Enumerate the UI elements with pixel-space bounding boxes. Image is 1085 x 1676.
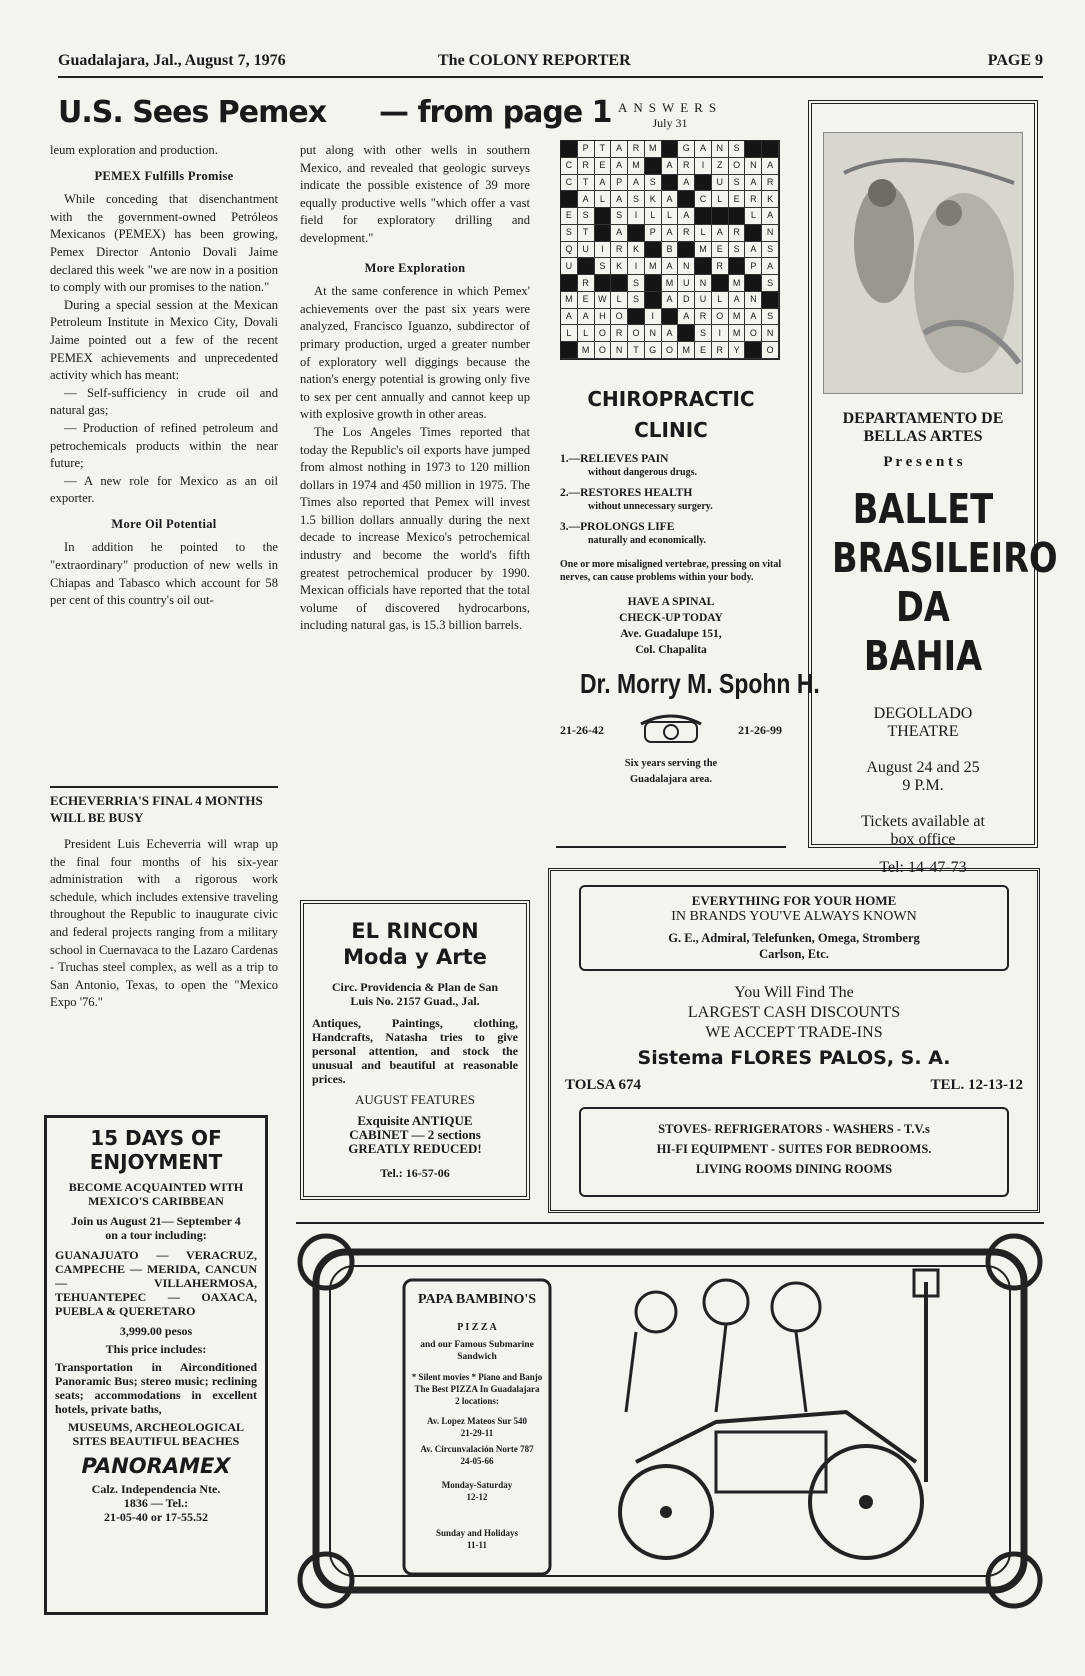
tour-address: Calz. Independencia Nte. 1836 — Tel.: 21-05-40 or 17-55.52 (91, 1482, 221, 1524)
crossword-cell: E (729, 191, 746, 208)
crossword-cell: R (578, 275, 595, 292)
crossword-black-cell (645, 158, 662, 175)
telephone-icon (637, 710, 705, 750)
crossword-cell: S (762, 275, 779, 292)
article-column-1 (50, 142, 278, 610)
tour-intro: BECOME ACQUAINTED WITH MEXICO'S CARIBBEAN (68, 1180, 244, 1208)
benefit-item: 3.—PROLONGS LIFE naturally and economically. (560, 521, 707, 546)
crossword-cell: R (695, 309, 712, 326)
crossword-cell: M (729, 275, 746, 292)
crossword-cell: M (561, 292, 578, 309)
crossword-cell: U (712, 175, 729, 192)
store-name: Sistema FLORES PALOS, S. A. (637, 1047, 951, 1069)
crossword-black-cell (745, 225, 762, 242)
crossword-black-cell (561, 275, 578, 292)
ad-note: One or more misaligned vertebrae, pressing on vital nerves, can cause problems within your body. (560, 559, 782, 583)
crossword-cell: U (578, 242, 595, 259)
crossword-cell: I (628, 258, 645, 275)
store-address: TOLSA 674 (565, 1077, 642, 1093)
crossword-cell: S (628, 275, 645, 292)
crossword-black-cell (662, 175, 679, 192)
crossword-cell: S (762, 309, 779, 326)
venue: DEGOLLADO THEATRE (873, 705, 973, 740)
products-box: STOVES- REFRIGERATORS - WASHERS - T.V.s HI-FI EQUIPMENT - SUITES FOR BEDROOMS. LIVING ROOMS DINING ROOMS (579, 1107, 1009, 1197)
crossword-black-cell (729, 258, 746, 275)
crossword-cell: T (628, 342, 645, 359)
crossword-cell: I (595, 242, 612, 259)
crossword-cell: N (712, 141, 729, 158)
tour-includes: This price includes: (105, 1342, 207, 1356)
papa-bambino-ad (296, 1232, 1044, 1610)
crossword-cell: O (762, 342, 779, 359)
crossword-black-cell (645, 275, 662, 292)
echeverria-body (50, 836, 278, 1012)
crossword-cell: I (695, 158, 712, 175)
crossword-black-cell (712, 275, 729, 292)
crossword-cell: S (762, 242, 779, 259)
crossword-cell: N (745, 292, 762, 309)
crossword-cell: S (595, 258, 612, 275)
crossword-cell: R (628, 141, 645, 158)
crossword-cell: R (712, 258, 729, 275)
crossword-cell: A (762, 258, 779, 275)
crossword-cell: O (712, 309, 729, 326)
crossword-black-cell (595, 225, 612, 242)
crossword-cell: A (611, 225, 628, 242)
tour-price: 3,999.00 pesos (119, 1324, 193, 1338)
crossword-black-cell (595, 275, 612, 292)
ad-title: CHIROPRACTIC (587, 387, 755, 411)
crossword-cell: I (628, 208, 645, 225)
crossword-black-cell (712, 208, 729, 225)
crossword-cell: T (578, 175, 595, 192)
crossword-cell: R (762, 175, 779, 192)
crossword-cell: T (595, 141, 612, 158)
crossword-cell: U (561, 258, 578, 275)
phone-number: 21-26-42 (560, 722, 604, 737)
crossword-cell: R (745, 191, 762, 208)
crossword-title: ANSWERS (617, 100, 723, 115)
crossword-cell: O (729, 158, 746, 175)
crossword-cell: M (678, 342, 695, 359)
crossword-cell: A (662, 191, 679, 208)
tour-cities: GUANAJUATO — VERACRUZ, CAMPECHE — MERIDA, CANCUN — VILLAHERMOSA, TEHUANTEPEC — OAXACA, PUEBLA & QUERETARO (55, 1248, 257, 1318)
crossword-cell: A (578, 309, 595, 326)
rincon-feature: Exquisite ANTIQUE CABINET — 2 sections GREATLY REDUCED! (348, 1113, 482, 1156)
crossword-cell: A (662, 292, 679, 309)
presents: P r e s e n t s (883, 454, 963, 470)
crossword-cell: O (662, 342, 679, 359)
crossword-cell: K (611, 258, 628, 275)
crossword-cell: R (678, 225, 695, 242)
crossword-cell: S (561, 225, 578, 242)
crossword-black-cell (695, 208, 712, 225)
crossword-cell: A (745, 175, 762, 192)
crossword-cell: A (578, 191, 595, 208)
crossword-cell: A (678, 309, 695, 326)
paragraph: At the same conference in which Pemex' achievements over the past six years were analyzed, Francisco Iguanzo, subdirector of primary production, urged a greater number of exploratory well diggings because the nation's energy potential is growing only five to sex per cent annually and cannot keep up with explosive growth in other areas. (300, 284, 530, 422)
crossword-cell: G (678, 141, 695, 158)
tour-dates: Join us August 21— September 4 on a tour including: (71, 1214, 241, 1242)
crossword-cell: M (695, 242, 712, 259)
doctor-name: Dr. Morry M. Spohn H. (579, 668, 820, 699)
paragraph: put along with other wells in southern Mexico, and revealed that geologic surveys indicate the possible existence of 39 more equally productive wells "which offer a vast field for exploratory drilling and development." (300, 143, 530, 245)
store-phone: TEL. 12-13-12 (930, 1077, 1023, 1093)
crossword-black-cell (745, 275, 762, 292)
crossword-black-cell (561, 191, 578, 208)
crossword-cell: P (578, 141, 595, 158)
bullet: — Production of refined petroleum and petrochemicals products within the near future; (50, 420, 278, 471)
dateline: Guadalajara, Jal., August 7, 1976 (58, 52, 286, 69)
crossword-cell: R (678, 158, 695, 175)
crossword-black-cell (628, 225, 645, 242)
crossword-cell: M (628, 158, 645, 175)
crossword-cell: A (595, 175, 612, 192)
crossword-cell: S (729, 242, 746, 259)
crossword-cell: S (645, 175, 662, 192)
crossword-cell: M (729, 325, 746, 342)
crossword-cell: B (662, 242, 679, 259)
crossword-cell: S (578, 208, 595, 225)
crossword-cell: O (611, 309, 628, 326)
rincon-body: Antiques, Paintings, clothing, Handcrafts, Natasha tries to give personal attention, and stock the unusual and beautiful at reasonable prices. (312, 1016, 518, 1086)
tour-sights: MUSEUMS, ARCHEOLOGICAL SITES BEAUTIFUL BEACHES (67, 1420, 245, 1448)
crossword-black-cell (729, 208, 746, 225)
headline-right: — from page 1 (379, 95, 612, 130)
article-headline (58, 95, 612, 130)
crossword-cell: N (745, 158, 762, 175)
paragraph: While conceding that disenchantment with the government-owned Petróleos Mexicanos (PEMEX) has been growing, Pemex Director Antonio Dovali Jaime declared this week "we are now in a position to comply with our promises to the nation." (50, 192, 278, 295)
crossword-black-cell (762, 141, 779, 158)
phone-number: 21-26-99 (738, 722, 782, 737)
box-office-phone: Tel: 14-47-73 (879, 859, 967, 876)
crossword-cell: C (561, 175, 578, 192)
crossword-cell: A (745, 242, 762, 259)
paragraph: The Los Angeles Times reported that today the Republic's oil exports have jumped from almost nothing in 1973 to 120 million dollars in 1974 and 450 million in 1975. The Times also reported that Pemex will invest 1.5 billion dollars annually during the next decade to increase Mexico's petrochemical industry and become the world's fifth greatest petrochemical producer by 1990. Mexican officials have reported that the total volume of discovered hydrocarbons, including natural gas, is 15.3 billion barrels. (300, 424, 530, 633)
tour-ad (44, 1115, 268, 1615)
subheading-exploration: More Exploration (364, 260, 466, 275)
crossword-cell: S (628, 191, 645, 208)
crossword-black-cell (561, 342, 578, 359)
crossword-cell: A (611, 158, 628, 175)
page-header (58, 48, 1043, 78)
crossword-cell: A (762, 208, 779, 225)
ad-cta: HAVE A SPINAL CHECK-UP TODAY Ave. Guadalupe 151, Col. Chapalita (619, 596, 723, 656)
crossword-cell: S (695, 325, 712, 342)
crossword-cell: N (611, 342, 628, 359)
crossword-cell: A (695, 141, 712, 158)
crossword-cell: M (662, 275, 679, 292)
crossword-cell: S (729, 141, 746, 158)
bullet: — A new role for Mexico as an oil exporter. (50, 473, 278, 506)
article-column-2 (300, 142, 530, 635)
phone-row (560, 710, 782, 750)
paragraph: During a special session at the Mexican Petroleum Institute in Mexico City, Dovali Jaime pointed out a few of the recent PEMEX achievements and unprecedented activity which has meant: (50, 297, 278, 383)
show-dates: August 24 and 25 9 P.M. (866, 759, 980, 794)
crossword-black-cell (678, 242, 695, 259)
crossword-cell: S (628, 292, 645, 309)
crossword-cell: L (645, 208, 662, 225)
crossword-cell: A (561, 309, 578, 326)
papa-pizza: P I Z Z A (457, 1322, 497, 1333)
crossword-cell: H (595, 309, 612, 326)
crossword-cell: U (695, 292, 712, 309)
papa-text: PAPA BAMBINO'S P I Z Z A and our Famous Submarine Sandwich * Silent movies * Piano and Banjo The Best PIZZA In Guadalajara 2 locations: Av. Lopez Mateos Sur 540 21-29-11 Av. Circunvalación Norte 787 24-05-66 Monday-Saturday 12-12 Sunday and Holidays 11-11 (408, 1284, 546, 1551)
discount-lines: You Will Find The LARGEST CASH DISCOUNTS WE ACCEPT TRADE-INS (687, 984, 901, 1041)
crossword-grid (560, 140, 780, 360)
divider (556, 846, 786, 848)
crossword-black-cell (678, 325, 695, 342)
crossword-cell: M (729, 309, 746, 326)
crossword-cell: A (611, 141, 628, 158)
crossword-black-cell (662, 141, 679, 158)
crossword-cell: M (645, 258, 662, 275)
flores-ad (548, 868, 1040, 1213)
crossword-cell: A (628, 175, 645, 192)
crossword-cell: L (595, 191, 612, 208)
crossword-cell: T (578, 225, 595, 242)
tour-title: 15 DAYS OF ENJOYMENT (89, 1126, 223, 1174)
crossword-cell: G (645, 342, 662, 359)
crossword-cell: P (611, 175, 628, 192)
ad-title: CLINIC (634, 418, 708, 442)
benefit-item: 2.—RESTORES HEALTH without unnecessary surgery. (560, 487, 713, 512)
crossword-black-cell (628, 309, 645, 326)
crossword-cell: Z (712, 158, 729, 175)
crossword-black-cell (645, 242, 662, 259)
crossword-cell: S (729, 175, 746, 192)
crossword-cell: R (611, 325, 628, 342)
crossword-cell: L (662, 208, 679, 225)
crossword-black-cell (662, 309, 679, 326)
crossword-cell: A (662, 158, 679, 175)
subheading-potential: More Oil Potential (111, 516, 217, 531)
crossword-cell: R (729, 225, 746, 242)
crossword-cell: N (762, 325, 779, 342)
divider (296, 1222, 1044, 1224)
crossword-cell: E (578, 292, 595, 309)
page-number: PAGE 9 (987, 52, 1043, 69)
ad-footer: Six years serving the Guadalajara area. (624, 758, 718, 785)
ballet-title: BALLET BRASILEIRO DA BAHIA (831, 485, 1058, 680)
crossword-black-cell (745, 141, 762, 158)
department: DEPARTAMENTO DE BELLAS ARTES (842, 410, 1004, 445)
crossword-cell: N (762, 225, 779, 242)
crossword-cell: L (695, 225, 712, 242)
crossword-black-cell (595, 208, 612, 225)
antique-car-illustration (596, 1262, 976, 1582)
crossword-cell: A (712, 225, 729, 242)
crossword-cell: A (662, 325, 679, 342)
crossword-cell: W (595, 292, 612, 309)
crossword-cell: A (611, 191, 628, 208)
crossword-cell: L (712, 191, 729, 208)
crossword-cell: E (712, 242, 729, 259)
crossword-cell: C (561, 158, 578, 175)
bullet: — Self-sufficiency in crude oil and natural gas; (50, 385, 278, 418)
crossword-cell: A (729, 292, 746, 309)
crossword-cell: O (595, 342, 612, 359)
crossword-cell: A (678, 175, 695, 192)
paragraph: President Luis Echeverria will wrap up the final four months of his six-year administration with a rigorous work schedule, which includes extensive traveling throughout the Republic to inaugurate civic and federal projects ranging from a military school in Cuernavaca to the Lazaro Cardenas - Truchas steel complex, as well as a trip to San Antonio, Texas, to open the "Mexico Expo '76." (50, 837, 278, 1010)
chiropractic-ad (560, 384, 820, 788)
crossword-cell: I (645, 309, 662, 326)
crossword-cell: L (561, 325, 578, 342)
crossword-black-cell (695, 175, 712, 192)
crossword-black-cell (762, 292, 779, 309)
crossword-cell: S (611, 208, 628, 225)
headline-left: U.S. Sees Pemex (58, 95, 327, 130)
dancers-photo (823, 132, 1023, 394)
subheading-promise: PEMEX Fulfills Promise (94, 168, 234, 183)
crossword-cell: Q (561, 242, 578, 259)
crossword-cell: R (611, 242, 628, 259)
papa-title: PAPA BAMBINO'S (417, 1292, 537, 1307)
crossword-cell: A (662, 258, 679, 275)
article-opening: leum exploration and production. (50, 143, 218, 157)
ticket-info: Tickets available at box office (861, 813, 985, 848)
tour-brand: PANORAMEX (81, 1454, 231, 1478)
crossword-cell: P (745, 258, 762, 275)
crossword-black-cell (611, 275, 628, 292)
paragraph: In addition he pointed to the "extraordinary" production of new wells in Chiapas and Tabasco which account for 58 per cent of this country's oil out- (50, 540, 278, 608)
crossword-cell: N (645, 325, 662, 342)
crossword-black-cell (678, 191, 695, 208)
crossword-cell: O (595, 325, 612, 342)
crossword-cell: C (695, 191, 712, 208)
crossword-cell: P (645, 225, 662, 242)
crossword-cell: U (678, 275, 695, 292)
rincon-title: EL RINCON Moda y Arte (343, 919, 487, 969)
crossword-cell: O (745, 325, 762, 342)
brands-box: EVERYTHING FOR YOUR HOME IN BRANDS YOU'VE ALWAYS KNOWN G. E., Admiral, Telefunken, Omega, Stromberg Carlson, Etc. (579, 885, 1009, 971)
crossword-cell: M (578, 342, 595, 359)
crossword-cell: L (611, 292, 628, 309)
crossword-cell: E (561, 208, 578, 225)
crossword-cell: N (678, 258, 695, 275)
tour-inclusions: Transportation in Airconditioned Panoramic Bus; stereo music; reclining seats; accommodations in excellent hotels, private baths, (55, 1360, 257, 1416)
crossword-black-cell (578, 258, 595, 275)
crossword-cell: R (712, 342, 729, 359)
crossword-date: July 31 (652, 116, 688, 130)
crossword-cell: K (628, 242, 645, 259)
rincon-ad (300, 900, 530, 1200)
crossword-cell: O (628, 325, 645, 342)
crossword-header (560, 100, 780, 131)
crossword-cell: I (712, 325, 729, 342)
rincon-phone: Tel.: 16-57-06 (380, 1166, 450, 1180)
crossword-cell: L (745, 208, 762, 225)
crossword-cell: Y (729, 342, 746, 359)
divider (50, 786, 278, 788)
crossword-cell: L (578, 325, 595, 342)
rincon-features-title: AUGUST FEATURES (354, 1092, 476, 1107)
crossword-cell: E (595, 158, 612, 175)
crossword-cell: A (678, 208, 695, 225)
crossword-cell: L (712, 292, 729, 309)
ballet-ad (808, 100, 1058, 876)
rincon-address: Circ. Providencia & Plan de San Luis No. 2157 Guad., Jal. (331, 980, 499, 1008)
crossword-cell: K (645, 191, 662, 208)
crossword-cell: A (662, 225, 679, 242)
crossword-black-cell (561, 141, 578, 158)
crossword-cell: M (645, 141, 662, 158)
crossword-black-cell (645, 292, 662, 309)
crossword-black-cell (695, 258, 712, 275)
benefit-item: 1.—RELIEVES PAIN without dangerous drugs. (560, 453, 698, 478)
crossword-cell: K (762, 191, 779, 208)
crossword-black-cell (745, 342, 762, 359)
paper-name: The COLONY REPORTER (438, 52, 631, 69)
crossword-cell: R (578, 158, 595, 175)
crossword-cell: D (678, 292, 695, 309)
crossword-cell: A (745, 309, 762, 326)
crossword-cell: N (695, 275, 712, 292)
echeverria-headline: ECHEVERRIA'S FINAL 4 MONTHS WILL BE BUSY (50, 793, 263, 825)
crossword-cell: E (695, 342, 712, 359)
crossword-cell: A (762, 158, 779, 175)
